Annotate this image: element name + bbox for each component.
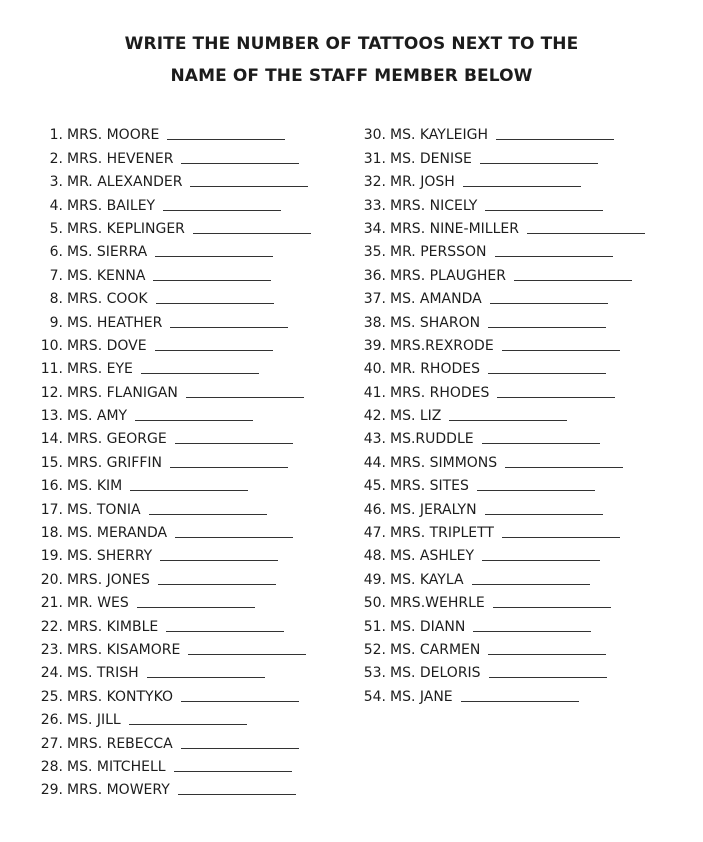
- item-number: 33.: [363, 197, 386, 214]
- answer-blank[interactable]: [174, 771, 292, 772]
- answer-blank[interactable]: [497, 397, 615, 398]
- item-number: 9.: [49, 314, 63, 331]
- staff-name: MRS.REXRODE: [390, 337, 494, 354]
- item-number: 14.: [40, 431, 63, 448]
- list-item: [356, 588, 676, 611]
- list-item: [40, 728, 340, 751]
- answer-blank[interactable]: [137, 607, 255, 608]
- item-number: 54.: [363, 688, 386, 705]
- list-item: [40, 167, 340, 190]
- item-number: 8.: [49, 291, 63, 308]
- list-item: [356, 681, 676, 704]
- item-number: 24.: [40, 665, 63, 682]
- list-item: [356, 260, 676, 283]
- list-item: [40, 705, 340, 728]
- staff-name: MS. SHERRY: [67, 548, 153, 565]
- answer-blank[interactable]: [155, 256, 273, 257]
- staff-name: MS. DENISE: [390, 150, 472, 167]
- staff-name: MS. JANE: [390, 688, 453, 705]
- item-number: 16.: [40, 478, 63, 495]
- staff-name: MRS. GRIFFIN: [67, 454, 163, 471]
- list-item: [40, 260, 340, 283]
- staff-name: MRS. COOK: [67, 291, 148, 308]
- list-item: [356, 120, 676, 143]
- list-item: [40, 471, 340, 494]
- staff-name: MRS. KEPLINGER: [67, 220, 185, 237]
- list-item: [40, 541, 340, 564]
- list-item: [40, 331, 340, 354]
- list-item: [356, 377, 676, 400]
- list-item: [356, 518, 676, 541]
- item-number: 39.: [363, 337, 386, 354]
- list-item: [356, 237, 676, 260]
- item-number: 50.: [363, 595, 386, 612]
- answer-blank[interactable]: [449, 420, 567, 421]
- item-number: 53.: [363, 665, 386, 682]
- answer-blank[interactable]: [181, 163, 299, 164]
- page-title-line-2: NAME OF THE STAFF MEMBER BELOW: [170, 66, 533, 86]
- answer-blank[interactable]: [129, 724, 247, 725]
- item-number: 44.: [363, 454, 386, 471]
- staff-name: MS. AMANDA: [390, 291, 482, 308]
- staff-name: MRS. MOORE: [67, 127, 160, 144]
- item-number: 1.: [49, 127, 63, 144]
- answer-blank[interactable]: [155, 350, 273, 351]
- staff-name: MS. DELORIS: [390, 665, 481, 682]
- answer-blank[interactable]: [166, 631, 284, 632]
- list-item: [40, 681, 340, 704]
- answer-blank[interactable]: [502, 350, 620, 351]
- list-item: [40, 775, 340, 798]
- answer-blank[interactable]: [493, 607, 611, 608]
- list-item: [40, 237, 340, 260]
- item-number: 23.: [40, 641, 63, 658]
- item-number: 5.: [49, 220, 63, 237]
- list-item: [40, 354, 340, 377]
- staff-name: MS. MITCHELL: [67, 758, 166, 775]
- item-number: 47.: [363, 525, 386, 542]
- list-item: [40, 588, 340, 611]
- list-item: [356, 471, 676, 494]
- item-number: 3.: [49, 174, 63, 191]
- answer-blank[interactable]: [170, 327, 288, 328]
- staff-name: MS. SIERRA: [67, 244, 148, 261]
- staff-name: MS. MERANDA: [67, 525, 168, 542]
- item-number: 29.: [40, 782, 63, 799]
- list-item: [356, 190, 676, 213]
- answer-blank[interactable]: [149, 514, 267, 515]
- answer-blank[interactable]: [181, 701, 299, 702]
- staff-name: MR. JOSH: [390, 174, 455, 191]
- list-item: [356, 611, 676, 634]
- staff-name: MRS. MOWERY: [67, 782, 170, 799]
- list-item: [356, 424, 676, 447]
- answer-blank[interactable]: [193, 233, 311, 234]
- staff-name: MRS. NINE-MILLER: [390, 220, 519, 237]
- answer-blank[interactable]: [496, 139, 614, 140]
- item-number: 25.: [40, 688, 63, 705]
- answer-blank[interactable]: [170, 467, 288, 468]
- list-item: [40, 401, 340, 424]
- staff-name: MRS. RHODES: [390, 384, 490, 401]
- answer-blank[interactable]: [488, 654, 606, 655]
- answer-blank[interactable]: [186, 397, 304, 398]
- item-number: 7.: [49, 267, 63, 284]
- list-item: [40, 635, 340, 658]
- staff-name: MRS. KIMBLE: [67, 618, 159, 635]
- staff-name: MRS. NICELY: [390, 197, 478, 214]
- list-item: [356, 307, 676, 330]
- item-number: 12.: [40, 384, 63, 401]
- item-number: 20.: [40, 571, 63, 588]
- staff-name: MS. JILL: [67, 712, 121, 729]
- item-number: 2.: [49, 150, 63, 167]
- staff-name: MS.RUDDLE: [390, 431, 474, 448]
- item-number: 10.: [40, 337, 63, 354]
- item-number: 22.: [40, 618, 63, 635]
- answer-blank[interactable]: [485, 210, 603, 211]
- list-item: [356, 635, 676, 658]
- item-number: 34.: [363, 220, 386, 237]
- answer-blank[interactable]: [505, 467, 623, 468]
- item-number: 28.: [40, 758, 63, 775]
- list-item: [356, 401, 676, 424]
- staff-list-left-column: [40, 120, 340, 798]
- item-number: 49.: [363, 571, 386, 588]
- answer-blank[interactable]: [482, 443, 600, 444]
- answer-blank[interactable]: [485, 514, 603, 515]
- list-item: [356, 447, 676, 470]
- staff-name: MRS. HEVENER: [67, 150, 174, 167]
- staff-name: MS. KAYLEIGH: [390, 127, 488, 144]
- list-item: [356, 331, 676, 354]
- list-item: [40, 284, 340, 307]
- list-item: [356, 494, 676, 517]
- answer-blank[interactable]: [461, 701, 579, 702]
- answer-blank[interactable]: [167, 139, 285, 140]
- staff-name: MRS. KISAMORE: [67, 641, 181, 658]
- answer-blank[interactable]: [175, 537, 293, 538]
- staff-name: MRS. BAILEY: [67, 197, 156, 214]
- item-number: 37.: [363, 291, 386, 308]
- staff-name: MS. TONIA: [67, 501, 141, 518]
- list-item: [356, 658, 676, 681]
- answer-blank[interactable]: [190, 186, 308, 187]
- item-number: 48.: [363, 548, 386, 565]
- list-item: [40, 190, 340, 213]
- item-number: 38.: [363, 314, 386, 331]
- answer-blank[interactable]: [130, 490, 248, 491]
- item-number: 31.: [363, 150, 386, 167]
- item-number: 27.: [40, 735, 63, 752]
- list-item: [40, 377, 340, 400]
- answer-blank[interactable]: [160, 560, 278, 561]
- answer-blank[interactable]: [141, 373, 259, 374]
- staff-name: MS. CARMEN: [390, 641, 481, 658]
- staff-name: MS. HEATHER: [67, 314, 163, 331]
- list-item: [356, 564, 676, 587]
- staff-name: MR. WES: [67, 595, 129, 612]
- answer-blank[interactable]: [514, 280, 632, 281]
- answer-blank[interactable]: [181, 748, 299, 749]
- item-number: 19.: [40, 548, 63, 565]
- answer-blank[interactable]: [482, 560, 600, 561]
- staff-name: MS. SHARON: [390, 314, 481, 331]
- list-item: [40, 564, 340, 587]
- item-number: 46.: [363, 501, 386, 518]
- answer-blank[interactable]: [490, 303, 608, 304]
- answer-blank[interactable]: [188, 654, 306, 655]
- staff-name: MRS. REBECCA: [67, 735, 173, 752]
- staff-name: MR. RHODES: [390, 361, 480, 378]
- list-item: [40, 658, 340, 681]
- list-item: [40, 143, 340, 166]
- list-item: [356, 541, 676, 564]
- list-item: [40, 307, 340, 330]
- staff-name: MRS. TRIPLETT: [390, 525, 494, 542]
- item-number: 18.: [40, 525, 63, 542]
- answer-blank[interactable]: [488, 327, 606, 328]
- item-number: 40.: [363, 361, 386, 378]
- answer-blank[interactable]: [473, 631, 591, 632]
- answer-blank[interactable]: [472, 584, 590, 585]
- staff-name: MR. PERSSON: [390, 244, 487, 261]
- list-item: [356, 354, 676, 377]
- item-number: 52.: [363, 641, 386, 658]
- item-number: 41.: [363, 384, 386, 401]
- list-item: [356, 143, 676, 166]
- item-number: 51.: [363, 618, 386, 635]
- staff-name: MRS. SITES: [390, 478, 469, 495]
- list-item: [356, 284, 676, 307]
- list-item: [40, 611, 340, 634]
- item-number: 6.: [49, 244, 63, 261]
- item-number: 42.: [363, 408, 386, 425]
- answer-blank[interactable]: [502, 537, 620, 538]
- answer-blank[interactable]: [178, 794, 296, 795]
- staff-name: MS. ASHLEY: [390, 548, 475, 565]
- item-number: 11.: [40, 361, 63, 378]
- staff-name: MS. AMY: [67, 408, 128, 425]
- item-number: 35.: [363, 244, 386, 261]
- list-item: [40, 494, 340, 517]
- item-number: 13.: [40, 408, 63, 425]
- staff-name: MS. LIZ: [390, 408, 442, 425]
- answer-blank[interactable]: [135, 420, 253, 421]
- staff-name: MS. KIM: [67, 478, 123, 495]
- list-item: [40, 424, 340, 447]
- staff-name: MRS. JONES: [67, 571, 150, 588]
- item-number: 36.: [363, 267, 386, 284]
- list-item: [40, 447, 340, 470]
- staff-name: MR. ALEXANDER: [67, 174, 183, 191]
- item-number: 26.: [40, 712, 63, 729]
- answer-blank[interactable]: [158, 584, 276, 585]
- item-number: 21.: [40, 595, 63, 612]
- answer-blank[interactable]: [495, 256, 613, 257]
- answer-blank[interactable]: [147, 677, 265, 678]
- answer-blank[interactable]: [463, 186, 581, 187]
- answer-blank[interactable]: [477, 490, 595, 491]
- staff-name: MS. KAYLA: [390, 571, 464, 588]
- staff-name: MS. DIANN: [390, 618, 466, 635]
- answer-blank[interactable]: [156, 303, 274, 304]
- answer-blank[interactable]: [489, 677, 607, 678]
- item-number: 30.: [363, 127, 386, 144]
- answer-blank[interactable]: [175, 443, 293, 444]
- list-item: [40, 120, 340, 143]
- staff-name: MRS. EYE: [67, 361, 133, 378]
- staff-list-right-column: [356, 120, 676, 705]
- item-number: 45.: [363, 478, 386, 495]
- item-number: 32.: [363, 174, 386, 191]
- item-number: 15.: [40, 454, 63, 471]
- staff-name: MS. KENNA: [67, 267, 146, 284]
- item-number: 17.: [40, 501, 63, 518]
- staff-name: MRS. SIMMONS: [390, 454, 498, 471]
- answer-blank[interactable]: [488, 373, 606, 374]
- staff-name: MRS. KONTYKO: [67, 688, 174, 705]
- list-item: [356, 214, 676, 237]
- staff-name: MRS. DOVE: [67, 337, 147, 354]
- staff-name: MRS. GEORGE: [67, 431, 167, 448]
- list-item: [40, 214, 340, 237]
- list-item: [40, 518, 340, 541]
- list-item: [40, 752, 340, 775]
- staff-name: MS. TRISH: [67, 665, 139, 682]
- staff-name: MRS.WEHRLE: [390, 595, 485, 612]
- page-title-line-1: WRITE THE NUMBER OF TATTOOS NEXT TO THE: [124, 34, 579, 54]
- staff-name: MS. JERALYN: [390, 501, 477, 518]
- staff-name: MRS. PLAUGHER: [390, 267, 506, 284]
- list-item: [356, 167, 676, 190]
- item-number: 43.: [363, 431, 386, 448]
- staff-name: MRS. FLANIGAN: [67, 384, 178, 401]
- answer-blank[interactable]: [153, 280, 271, 281]
- answer-blank[interactable]: [163, 210, 281, 211]
- answer-blank[interactable]: [480, 163, 598, 164]
- item-number: 4.: [49, 197, 63, 214]
- answer-blank[interactable]: [527, 233, 645, 234]
